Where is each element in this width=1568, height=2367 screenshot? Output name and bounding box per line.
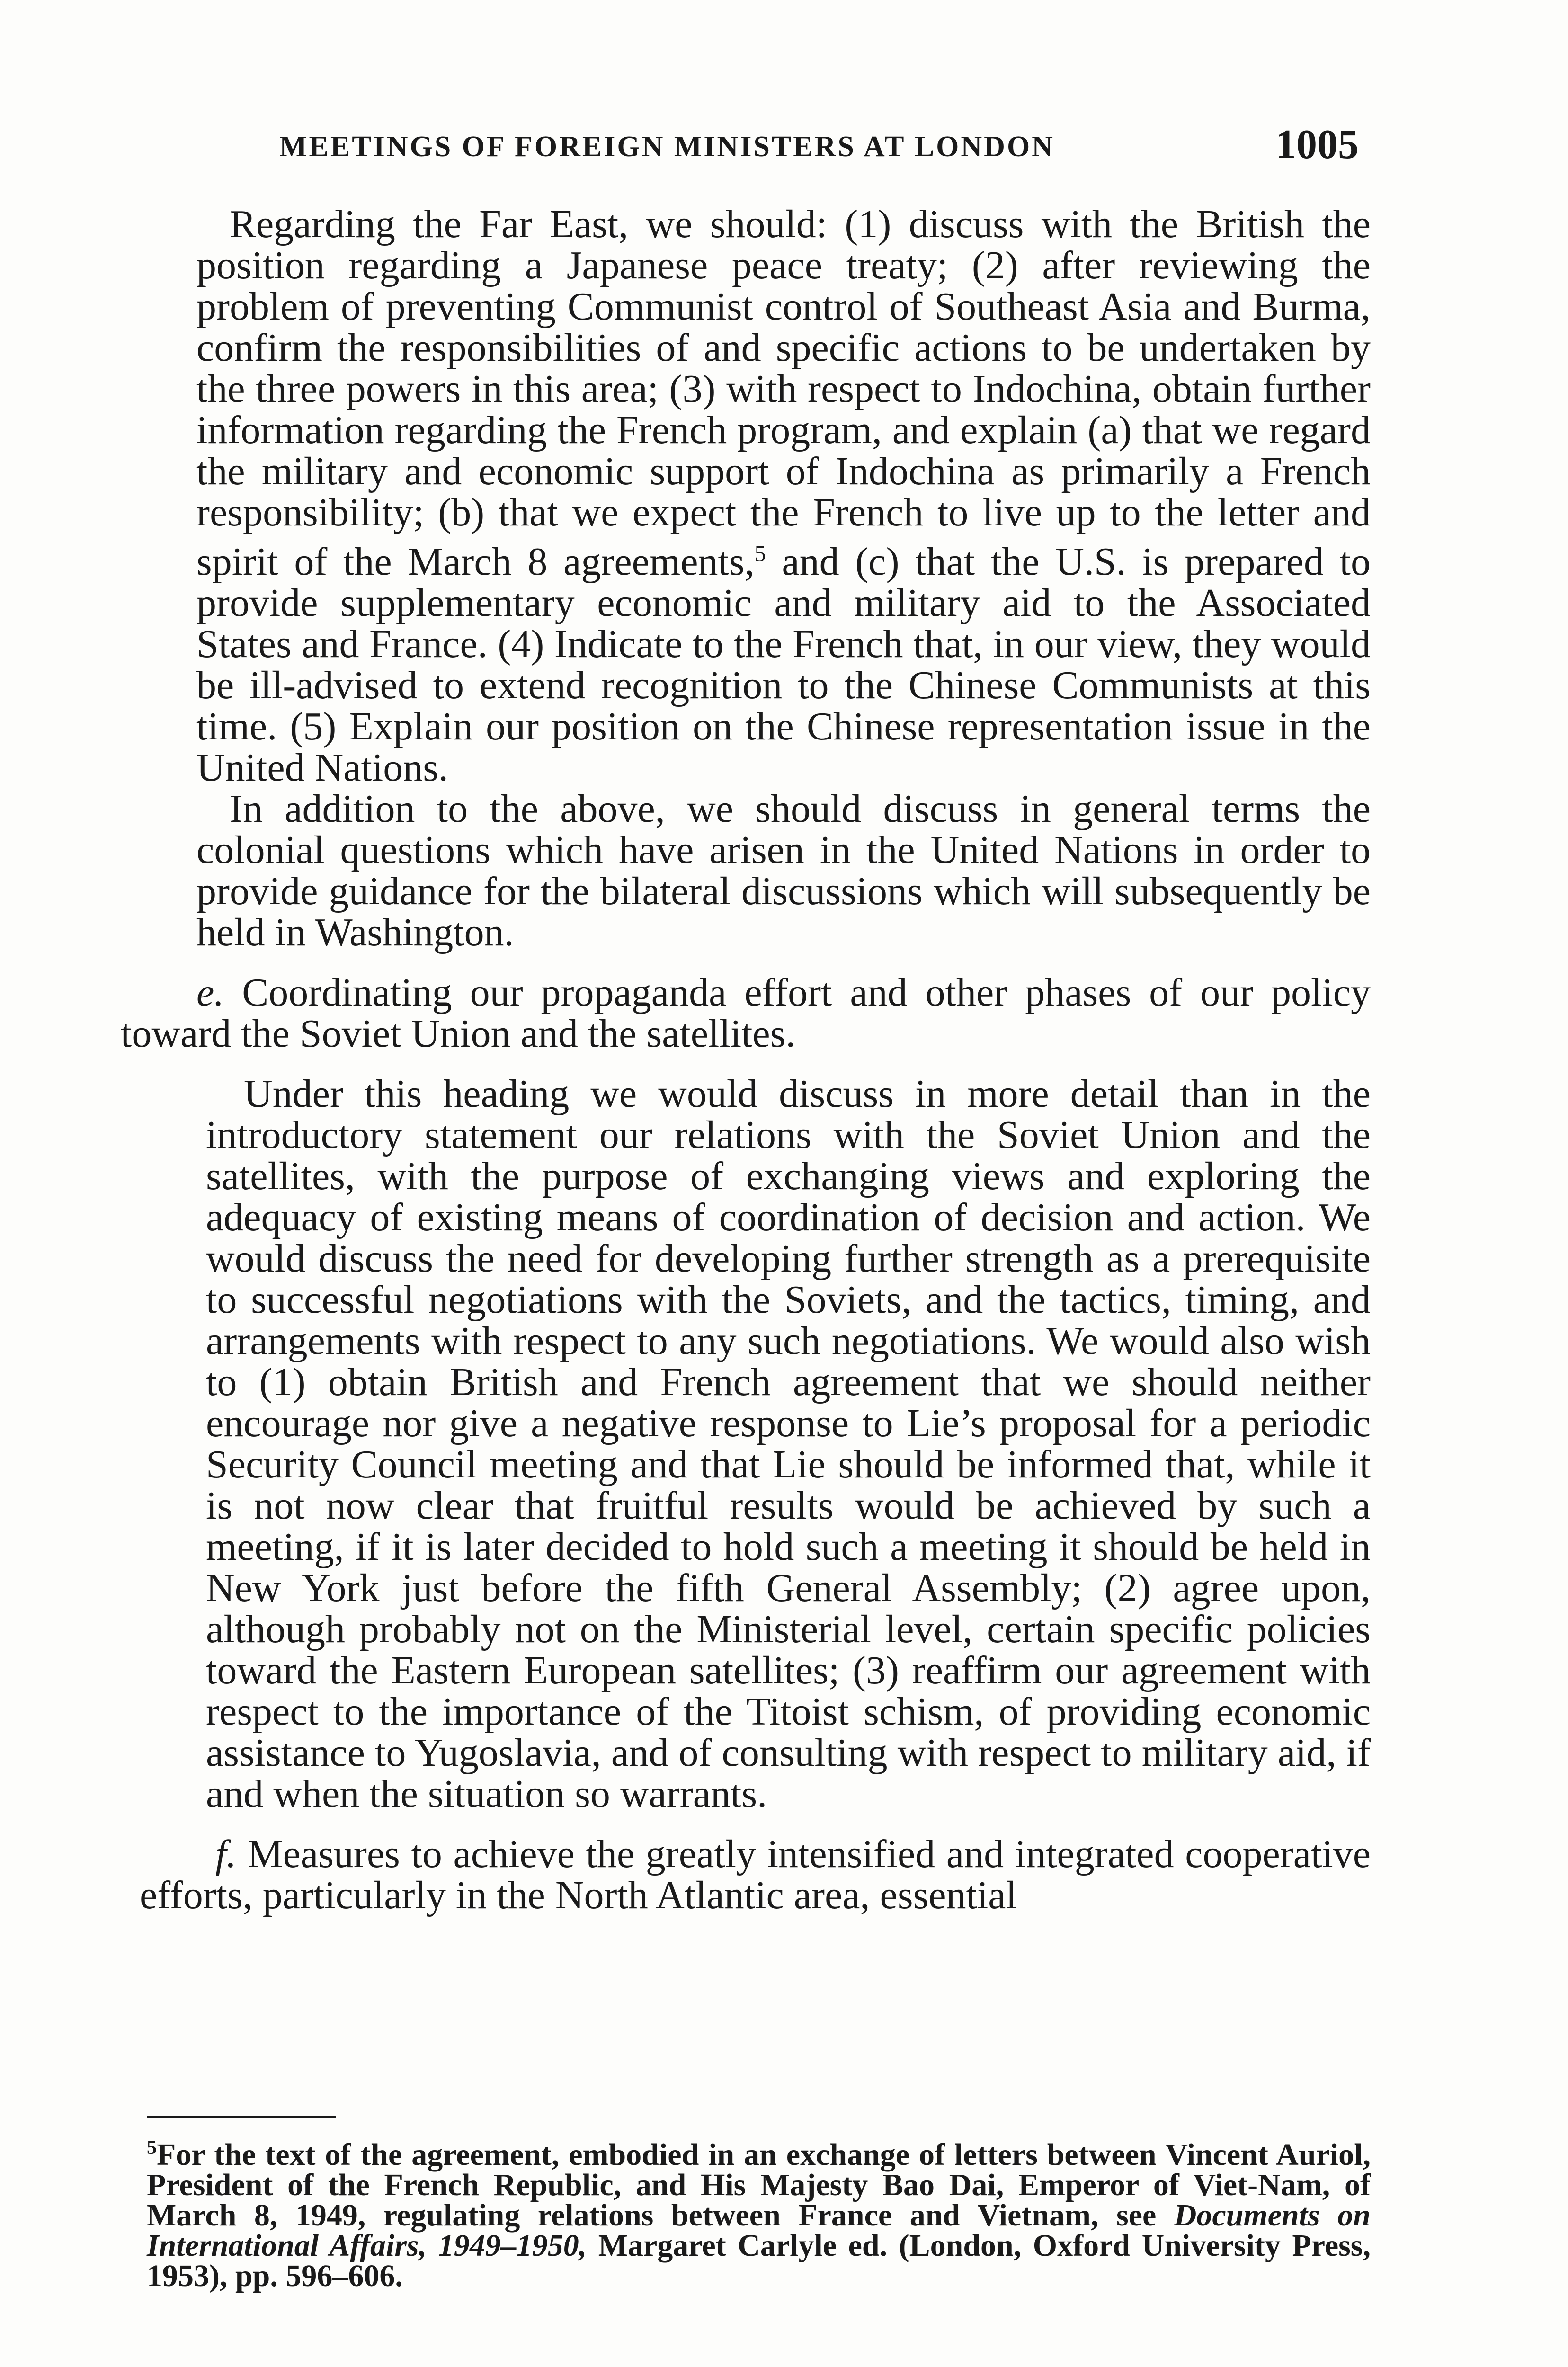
footnote-mark: 5 [147, 2137, 157, 2159]
footnote-cited-title: Documents on International Affairs, 1949–1950, [147, 2198, 1371, 2263]
section-letter-f: f. [215, 1832, 237, 1876]
paragraph-colonial-text: In addition to the above, we should discuss in general terms the colonial questions which have arisen in the United Nations in order to provide guidance for the bilateral discussions which will subsequently be held in Washington. [196, 787, 1371, 954]
paragraph-far-east [196, 204, 1371, 788]
section-heading-f-text: Measures to achieve the greatly intensified and integrated cooperative efforts, particularly in the North Atlantic area, essential [140, 1832, 1371, 1917]
section-heading-f [140, 1833, 1371, 1916]
body-text [121, 204, 1371, 1916]
paragraph-soviet-union [206, 1073, 1371, 1815]
footnote-text-b: Margaret Carlyle ed. (London, Oxford University Press, 1953), pp. 596–606. [147, 2228, 1371, 2293]
section-heading-e-text: Coordinating our propaganda effort and other phases of our policy toward the Soviet Union and the satellites. [121, 970, 1371, 1056]
paragraph-colonial-questions [196, 788, 1371, 953]
page-number: 1005 [1275, 122, 1359, 168]
footnote [121, 2133, 1371, 2291]
section-heading-e [121, 972, 1371, 1054]
footnote-divider [147, 2116, 336, 2118]
page-header [279, 121, 1359, 173]
footnote-reference[interactable]: 5 [754, 541, 766, 566]
paragraph-far-east-continued: and (c) that the U.S. is prepared to provide supplementary economic and military aid to the Associated States and France. (4) Indicate to the French that, in our view, they would be ill-advised to extend recognition to the Chinese Communists at this time. (5) Explain our position on the Chinese representation issue in the United Nations. [196, 540, 1371, 790]
paragraph-far-east-text: Regarding the Far East, we should: (1) discuss with the British the position regarding a Japanese peace treaty; (2) after reviewing the problem of preventing Communist control of Southeast Asia and Burma, confirm the responsibilities of and specific actions to be undertaken by the three powers in this area; (3) with respect to Indochina, obtain further information regarding the French program, and explain (a) that we regard the military and economic support of Indochina as primarily a French responsibility; (b) that we expect the French to live up to the letter and spirit of the March 8 agreements, [196, 202, 1371, 584]
running-head: MEETINGS OF FOREIGN MINISTERS AT LONDON [279, 131, 1055, 163]
paragraph-soviet-text: Under this heading we would discuss in more detail than in the introductory statement our relations with the Soviet Union and the satellites, with the purpose of exchanging views and exploring the adequacy of existing means of coordination of decision and action. We would discuss the need for developing further strength as a prerequisite to successful negotiations with the Soviets, and the tactics, timing, and arrangements with respect to any such negotiations. We would also wish to (1) obtain British and French agreement that we should neither encourage nor give a negative response to Lie’s proposal for a periodic Security Council meeting and that Lie should be informed that, while it is not now clear that fruitful results would be achieved by such a meeting, if it is later decided to hold such a meeting it should be held in New York just before the fifth General Assembly; (2) agree upon, although probably not on the Ministerial level, certain specific policies toward the Eastern European satellites; (3) reaffirm our agreement with respect to the importance of the Titoist schism, of providing economic assistance to Yugoslavia, and of consulting with respect to military aid, if and when the situation so warrants. [206, 1072, 1371, 1816]
footnote-body [121, 2133, 1371, 2291]
footnote-text-a: For the text of the agreement, embodied in an exchange of letters between Vincent Auriol, President of the French Republic, and His Majesty Bao Dai, Emperor of Viet-Nam, of March 8, 1949, regulating relations between France and Vietnam, see [147, 2137, 1371, 2233]
section-letter-e: e. [196, 970, 224, 1014]
